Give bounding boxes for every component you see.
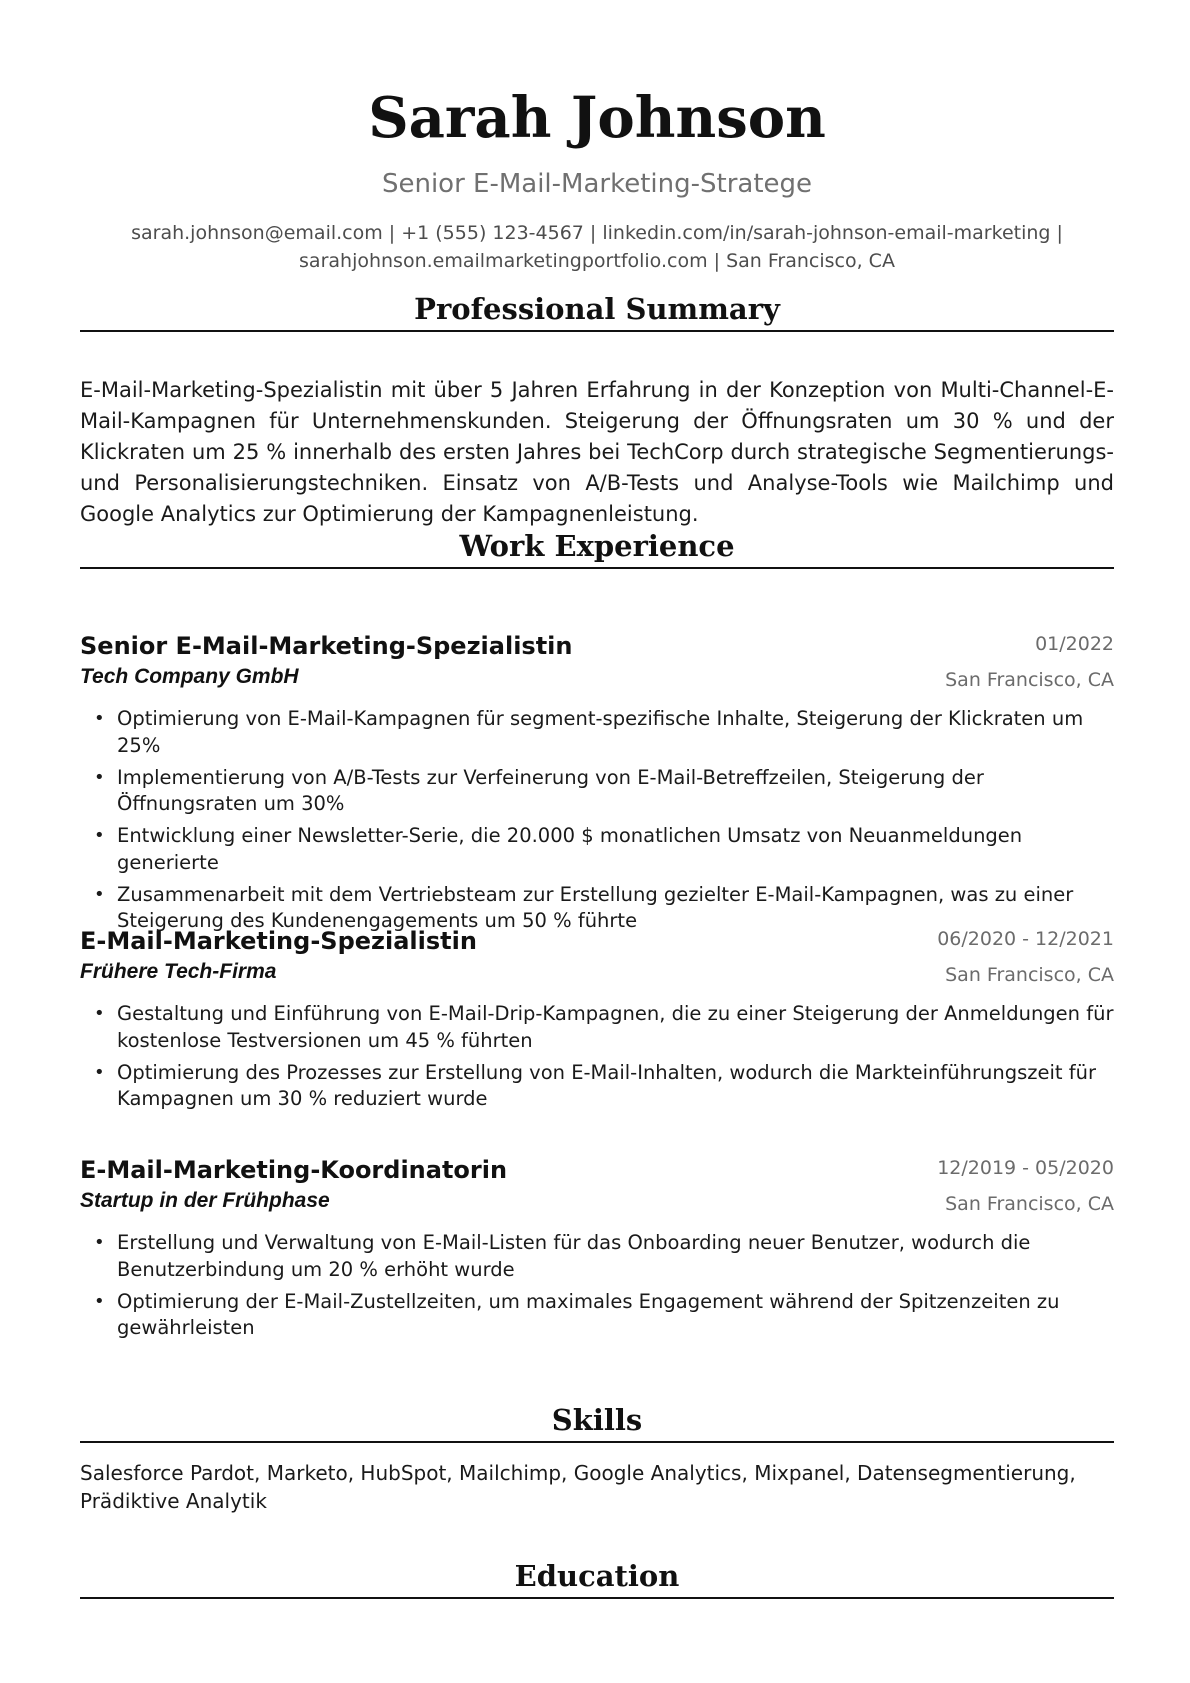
candidate-title: Senior E-Mail-Marketing-Stratege xyxy=(381,169,813,199)
contact-line-2: sarahjohnson.emailmarketingportfolio.com | San Francisco, CA xyxy=(299,250,895,272)
job-company: Tech Company GmbH xyxy=(80,665,299,688)
bullet-icon: • xyxy=(94,1003,105,1024)
job-company: Frühere Tech-Firma xyxy=(80,960,277,983)
bullet-text: Optimierung von E-Mail-Kampagnen für segment-spezifische Inhalte, Steigerung der Klickraten um 25% xyxy=(117,707,1084,757)
summary-heading: Professional Summary xyxy=(414,292,780,326)
bullet-icon: • xyxy=(94,825,105,846)
skills-divider xyxy=(80,1441,1114,1443)
job-location: San Francisco, CA xyxy=(945,669,1114,691)
job-date: 01/2022 xyxy=(1035,633,1114,655)
summary-text: E-Mail-Marketing-Spezialistin mit über 5 Jahren Erfahrung in der Konzeption von Multi-Channel-E-Mail-Kampagnen für Unternehmenskunden. Steigerung der Öffnungsraten um 30 % und der Klickraten um 25 % innerhalb des ersten Jahres bei TechCorp durch strategische Segmentierungs- und Personalisierungstechniken. Einsatz von A/B-Tests und Analyse-Tools wie Mailchimp und Google Analytics zur Optimierung der Kampagnenleistung. xyxy=(80,378,1114,526)
bullet-text: Optimierung der E-Mail-Zustellzeiten, um maximales Engagement während der Spitzenzeiten zu gewährleisten xyxy=(117,1289,1060,1339)
list-item xyxy=(80,1230,1114,1283)
bullet-text: Implementierung von A/B-Tests zur Verfeinerung von E-Mail-Betreffzeilen, Steigerung der Öffnungsraten um 30% xyxy=(117,765,984,815)
job-title: E-Mail-Marketing-Koordinatorin xyxy=(80,1156,508,1184)
list-item xyxy=(80,765,1114,818)
summary-divider xyxy=(80,330,1114,332)
job-title: E-Mail-Marketing-Spezialistin xyxy=(80,927,477,955)
education-divider xyxy=(80,1597,1114,1599)
contact-line-1: sarah.johnson@email.com | +1 (555) 123-4567 | linkedin.com/in/sarah-johnson-email-marketing | xyxy=(131,222,1063,244)
job-bullet-list xyxy=(80,706,1114,940)
bullet-icon: • xyxy=(94,1232,105,1253)
job-company: Startup in der Frühphase xyxy=(80,1189,330,1212)
list-item xyxy=(80,706,1114,759)
experience-divider xyxy=(80,567,1114,569)
list-item xyxy=(80,1001,1114,1054)
job-date: 06/2020 - 12/2021 xyxy=(937,928,1114,950)
job-location: San Francisco, CA xyxy=(945,964,1114,986)
bullet-icon: • xyxy=(94,708,105,729)
skills-text: Salesforce Pardot, Marketo, HubSpot, Mailchimp, Google Analytics, Mixpanel, Datensegmentierung, Prädiktive Analytik xyxy=(80,1461,1076,1513)
job-location: San Francisco, CA xyxy=(945,1193,1114,1215)
bullet-text: Optimierung des Prozesses zur Erstellung von E-Mail-Inhalten, wodurch die Markteinführungszeit für Kampagnen um 30 % reduziert wurde xyxy=(117,1060,1096,1110)
contact-info xyxy=(80,219,1114,275)
job-date: 12/2019 - 05/2020 xyxy=(937,1157,1114,1179)
education-heading: Education xyxy=(514,1559,680,1593)
skills-heading: Skills xyxy=(551,1403,643,1437)
bullet-icon: • xyxy=(94,1061,105,1083)
list-item xyxy=(80,823,1114,876)
bullet-text: Entwicklung einer Newsletter-Serie, die 20.000 $ monatlichen Umsatz von Neuanmeldungen generierte xyxy=(117,824,1023,874)
bullet-icon: • xyxy=(94,883,105,905)
job-bullet-list xyxy=(80,1230,1114,1347)
job-title: Senior E-Mail-Marketing-Spezialistin xyxy=(80,632,573,660)
list-item xyxy=(80,1060,1114,1113)
bullet-icon: • xyxy=(94,1290,105,1312)
bullet-icon: • xyxy=(94,766,105,788)
bullet-text: Erstellung und Verwaltung von E-Mail-Listen für das Onboarding neuer Benutzer, wodurch die Benutzerbindung um 20 % erhöht wurde xyxy=(117,1231,1031,1281)
job-bullet-list xyxy=(80,1001,1114,1118)
experience-heading: Work Experience xyxy=(459,529,735,563)
bullet-text: Zusammenarbeit mit dem Vertriebsteam zur Erstellung gezielter E-Mail-Kampagnen, was zu einer Steigerung des Kundenengagements um 50 % führte xyxy=(117,882,1074,932)
candidate-name: Sarah Johnson xyxy=(368,85,826,151)
list-item xyxy=(80,1289,1114,1342)
bullet-text: Gestaltung und Einführung von E-Mail-Drip-Kampagnen, die zu einer Steigerung der Anmeldungen für kostenlose Testversionen um 45 % führten xyxy=(117,1002,1114,1052)
